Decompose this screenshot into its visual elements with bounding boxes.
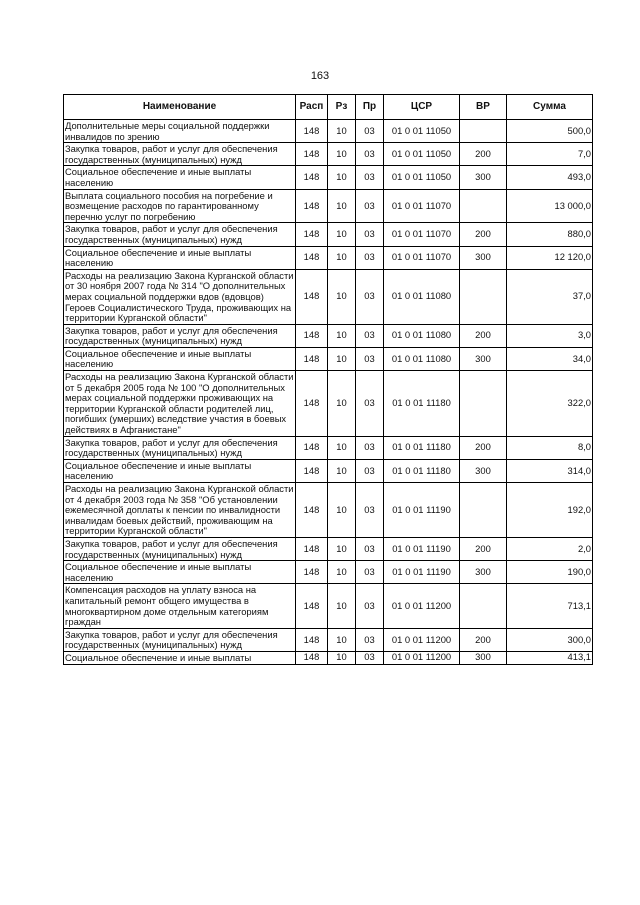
cell-sum: 322,0 — [507, 371, 593, 437]
cell-pr: 03 — [356, 628, 384, 651]
cell-pr: 03 — [356, 651, 384, 664]
cell-name: Закупка товаров, работ и услуг для обеспечения государственных (муниципальных) нужд — [64, 324, 296, 347]
cell-rasp: 148 — [296, 436, 328, 459]
cell-vr — [460, 269, 507, 324]
cell-pr: 03 — [356, 189, 384, 223]
cell-sum: 500,0 — [507, 120, 593, 143]
cell-pr: 03 — [356, 324, 384, 347]
cell-pr: 03 — [356, 269, 384, 324]
table-row — [64, 246, 593, 269]
cell-rz: 10 — [328, 189, 356, 223]
cell-pr: 03 — [356, 459, 384, 482]
cell-name: Закупка товаров, работ и услуг для обеспечения государственных (муниципальных) нужд — [64, 537, 296, 560]
cell-rz: 10 — [328, 143, 356, 166]
table-row — [64, 269, 593, 324]
table-row — [64, 143, 593, 166]
cell-csr: 01 0 01 11200 — [384, 628, 460, 651]
cell-vr: 200 — [460, 628, 507, 651]
cell-rasp: 148 — [296, 246, 328, 269]
cell-rz: 10 — [328, 584, 356, 628]
cell-name: Расходы на реализацию Закона Курганской области от 5 декабря 2005 года № 100 "О дополнительных мерах социальной поддержки проживающих на территории Курганской области родителей лиц, погибших (умерших) вследствие участия в боевых действиях в Афганистане" — [65, 371, 294, 436]
cell-vr: 300 — [460, 166, 507, 189]
budget-table — [63, 94, 593, 665]
cell-vr: 200 — [460, 537, 507, 560]
cell-name: Закупка товаров, работ и услуг для обеспечения государственных (муниципальных) нужд — [64, 223, 296, 246]
cell-pr: 03 — [356, 436, 384, 459]
header-csr: ЦСР — [384, 95, 460, 120]
cell-vr: 300 — [460, 561, 507, 584]
cell-pr: 03 — [356, 371, 384, 437]
cell-csr: 01 0 01 11180 — [384, 459, 460, 482]
cell-sum: 8,0 — [507, 436, 593, 459]
table-row — [64, 537, 593, 560]
header-vr: ВР — [460, 95, 507, 120]
table-row — [64, 223, 593, 246]
table-row — [64, 347, 593, 370]
cell-vr: 300 — [460, 246, 507, 269]
cell-vr — [460, 371, 507, 437]
cell-name: Социальное обеспечение и иные выплаты населению — [64, 459, 296, 482]
cell-pr: 03 — [356, 246, 384, 269]
cell-rasp: 148 — [296, 483, 328, 538]
cell-sum: 192,0 — [507, 483, 593, 538]
cell-sum: 7,0 — [507, 143, 593, 166]
cell-sum: 3,0 — [507, 324, 593, 347]
cell-rasp: 148 — [296, 347, 328, 370]
cell-rz: 10 — [328, 324, 356, 347]
table-row — [64, 189, 593, 223]
cell-rz: 10 — [328, 537, 356, 560]
cell-vr — [460, 120, 507, 143]
cell-rz: 10 — [328, 436, 356, 459]
cell-rasp: 148 — [296, 459, 328, 482]
cell-vr: 300 — [460, 651, 507, 664]
header-pr: Пр — [356, 95, 384, 120]
cell-pr: 03 — [356, 483, 384, 538]
cell-pr: 03 — [356, 223, 384, 246]
cell-vr: 200 — [460, 223, 507, 246]
cell-csr: 01 0 01 11180 — [384, 436, 460, 459]
cell-rz: 10 — [328, 223, 356, 246]
table-row — [64, 371, 593, 437]
table-header-row — [64, 95, 593, 120]
cell-pr: 03 — [356, 166, 384, 189]
cell-rz: 10 — [328, 166, 356, 189]
cell-csr: 01 0 01 11190 — [384, 537, 460, 560]
cell-name: Социальное обеспечение и иные выплаты населению — [64, 561, 296, 584]
cell-name: Социальное обеспечение и иные выплаты населению — [64, 166, 296, 189]
table-row — [64, 561, 593, 584]
cell-csr: 01 0 01 11080 — [384, 347, 460, 370]
cell-name: Закупка товаров, работ и услуг для обеспечения государственных (муниципальных) нужд — [64, 143, 296, 166]
cell-vr: 200 — [460, 436, 507, 459]
cell-pr: 03 — [356, 537, 384, 560]
table-row — [64, 436, 593, 459]
cell-rz: 10 — [328, 561, 356, 584]
cell-vr — [460, 584, 507, 628]
cell-vr — [460, 189, 507, 223]
cell-csr: 01 0 01 11190 — [384, 483, 460, 538]
cell-sum: 713,1 — [507, 584, 593, 628]
cell-name: Расходы на реализацию Закона Курганской области от 30 ноября 2007 года № 314 "О дополнительных мерах социальной поддержки вдов (вдовцов) Героев Социалистического Труда, проживающих на территории Курганской области" — [65, 269, 294, 324]
cell-vr: 200 — [460, 143, 507, 166]
cell-rz: 10 — [328, 120, 356, 143]
table-row — [64, 628, 593, 651]
cell-rz: 10 — [328, 371, 356, 437]
cell-csr: 01 0 01 11080 — [384, 269, 460, 324]
cell-name: Закупка товаров, работ и услуг для обеспечения государственных (муниципальных) нужд — [64, 628, 296, 651]
table-row — [64, 483, 593, 538]
cell-rasp: 148 — [296, 120, 328, 143]
cell-sum: 12 120,0 — [507, 246, 593, 269]
cell-pr: 03 — [356, 120, 384, 143]
cell-rasp: 148 — [296, 371, 328, 437]
cell-rz: 10 — [328, 269, 356, 324]
cell-vr: 200 — [460, 324, 507, 347]
cell-pr: 03 — [356, 584, 384, 628]
cell-vr — [460, 483, 507, 538]
cell-csr: 01 0 01 11180 — [384, 371, 460, 437]
cell-rasp: 148 — [296, 628, 328, 651]
cell-name: Закупка товаров, работ и услуг для обеспечения государственных (муниципальных) нужд — [64, 436, 296, 459]
cell-csr: 01 0 01 11080 — [384, 324, 460, 347]
cell-rz: 10 — [328, 459, 356, 482]
cell-name: Дополнительные меры социальной поддержки инвалидов по зрению — [64, 120, 296, 143]
cell-sum: 493,0 — [507, 166, 593, 189]
table-row — [64, 651, 593, 664]
cell-rasp: 148 — [296, 651, 328, 664]
cell-sum: 34,0 — [507, 347, 593, 370]
cell-rasp: 148 — [296, 324, 328, 347]
cell-rasp: 148 — [296, 166, 328, 189]
cell-rasp: 148 — [296, 561, 328, 584]
cell-csr: 01 0 01 11190 — [384, 561, 460, 584]
cell-sum: 300,0 — [507, 628, 593, 651]
cell-sum: 413,1 — [507, 651, 593, 664]
cell-rz: 10 — [328, 347, 356, 370]
header-rasp: Расп — [296, 95, 328, 120]
cell-name: Социальное обеспечение и иные выплаты — [64, 651, 296, 664]
page-number: 163 — [310, 70, 330, 82]
cell-pr: 03 — [356, 143, 384, 166]
table-row — [64, 324, 593, 347]
header-rz: Рз — [328, 95, 356, 120]
cell-csr: 01 0 01 11070 — [384, 246, 460, 269]
cell-rasp: 148 — [296, 189, 328, 223]
cell-name: Компенсация расходов на уплату взноса на капитальный ремонт общего имущества в многоквартирном доме отдельным категориям граждан — [64, 584, 296, 628]
cell-rasp: 148 — [296, 223, 328, 246]
header-sum: Сумма — [507, 95, 593, 120]
cell-sum: 2,0 — [507, 537, 593, 560]
cell-pr: 03 — [356, 347, 384, 370]
cell-sum: 314,0 — [507, 459, 593, 482]
cell-name: Выплата социального пособия на погребение и возмещение расходов по гарантированному перечню услуг по погребению — [64, 189, 296, 223]
cell-rasp: 148 — [296, 269, 328, 324]
cell-rz: 10 — [328, 483, 356, 538]
header-name: Наименование — [64, 95, 296, 120]
cell-rz: 10 — [328, 651, 356, 664]
cell-sum: 13 000,0 — [507, 189, 593, 223]
cell-pr: 03 — [356, 561, 384, 584]
cell-rz: 10 — [328, 246, 356, 269]
cell-csr: 01 0 01 11050 — [384, 143, 460, 166]
cell-csr: 01 0 01 11200 — [384, 651, 460, 664]
cell-sum: 880,0 — [507, 223, 593, 246]
cell-rasp: 148 — [296, 143, 328, 166]
cell-vr: 300 — [460, 347, 507, 370]
cell-csr: 01 0 01 11070 — [384, 189, 460, 223]
cell-sum: 37,0 — [507, 269, 593, 324]
cell-rasp: 148 — [296, 584, 328, 628]
cell-rz: 10 — [328, 628, 356, 651]
cell-name: Социальное обеспечение и иные выплаты населению — [64, 246, 296, 269]
cell-rasp: 148 — [296, 537, 328, 560]
cell-name: Социальное обеспечение и иные выплаты населению — [64, 347, 296, 370]
cell-vr: 300 — [460, 459, 507, 482]
table-row — [64, 584, 593, 628]
cell-csr: 01 0 01 11050 — [384, 120, 460, 143]
cell-sum: 190,0 — [507, 561, 593, 584]
cell-csr: 01 0 01 11050 — [384, 166, 460, 189]
cell-name: Расходы на реализацию Закона Курганской области от 4 декабря 2003 года № 358 "Об установлении ежемесячной доплаты к пенсии по инвалидности инвалидам боевых действий, проживающим на территории Курганской области" — [65, 483, 294, 537]
table-row — [64, 166, 593, 189]
cell-csr: 01 0 01 11070 — [384, 223, 460, 246]
cell-csr: 01 0 01 11200 — [384, 584, 460, 628]
table-row — [64, 120, 593, 143]
table-row — [64, 459, 593, 482]
